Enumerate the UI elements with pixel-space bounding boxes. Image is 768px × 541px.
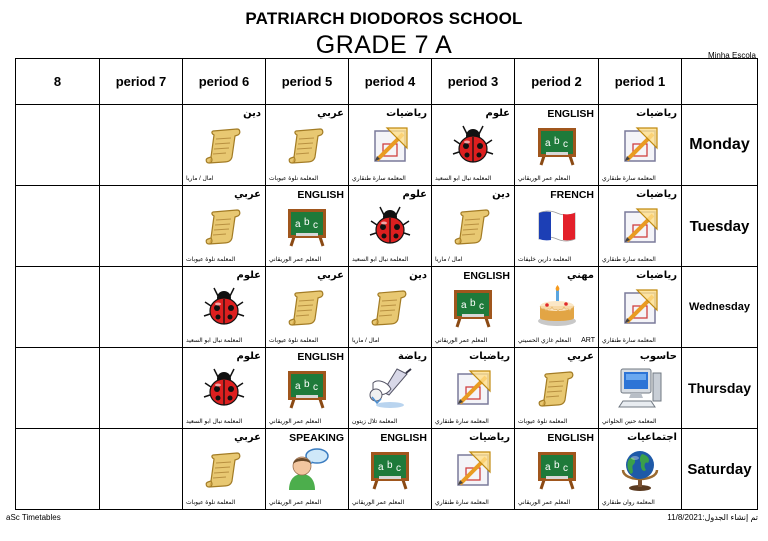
column-header: period 5 [266, 59, 349, 105]
teacher-label: المعلمة نلوة عيوبات [186, 500, 236, 506]
timetable-row [16, 429, 758, 510]
lesson-cell [432, 429, 515, 510]
day-label-cell [682, 105, 758, 186]
scroll-icon [201, 203, 247, 249]
lesson-cell [16, 348, 100, 429]
column-header: period 3 [432, 59, 515, 105]
subject-label: اجتماعيات [627, 432, 677, 443]
subject-label: علوم [402, 189, 427, 200]
teacher-label: المعلمة نبال ابو السعيد [186, 338, 243, 344]
scroll-icon [201, 122, 247, 168]
timetable-row [16, 186, 758, 267]
teacher-label: المعلمة سارة طنقاري [352, 176, 406, 182]
day-label: Thursday [687, 380, 751, 396]
lesson-cell [599, 267, 682, 348]
svg-text:c: c [562, 139, 568, 150]
svg-text:b: b [387, 460, 393, 471]
teacher-label: امال / ماريا [435, 257, 463, 263]
svg-text:a: a [295, 381, 301, 392]
svg-text:a: a [544, 462, 551, 473]
chalkboard-icon [284, 203, 330, 249]
lesson-cell [266, 348, 349, 429]
lesson-cell [599, 348, 682, 429]
svg-text:a: a [378, 462, 384, 473]
day-label: Wednesday [689, 301, 750, 313]
ladybug-icon [367, 203, 413, 249]
chalkboard-icon [534, 122, 580, 168]
lesson-cell [515, 267, 599, 348]
subject-label: دين [243, 108, 261, 119]
svg-text:a: a [461, 300, 467, 311]
svg-text:b: b [304, 217, 310, 228]
globe-icon [617, 446, 663, 492]
scroll-icon [284, 122, 330, 168]
subject-label: مهني [567, 270, 594, 281]
column-header: period 2 [515, 59, 599, 105]
chalkboard-icon [534, 446, 580, 492]
lesson-cell [16, 186, 100, 267]
lesson-cell [515, 429, 599, 510]
chalkboard-icon [450, 284, 496, 330]
geometry-icon [617, 284, 663, 330]
svg-text:a: a [544, 138, 551, 149]
day-label-cell [682, 267, 758, 348]
lesson-cell [183, 186, 266, 267]
lesson-cell [599, 186, 682, 267]
geometry-icon [617, 122, 663, 168]
column-header: period 7 [100, 59, 183, 105]
scroll-icon [534, 365, 580, 411]
geometry-icon [450, 446, 496, 492]
cake-icon [534, 284, 580, 330]
subject-label: عربي [234, 189, 261, 200]
lesson-cell [266, 105, 349, 186]
school-title: PATRIARCH DIODOROS SCHOOL [245, 9, 523, 28]
teacher-label: المعلم عمر الوريقاني [269, 500, 322, 506]
lesson-cell [432, 105, 515, 186]
subject-label: رياضيات [636, 189, 677, 200]
teacher-label: المعلمة نبال ابو السعيد [435, 176, 492, 182]
teacher-label: امال / ماريا [186, 176, 214, 182]
timetable-row [16, 348, 758, 429]
teacher-label: المعلمة نلوة عيوبات [269, 338, 319, 344]
teacher-label: المعلمة نبال ابو السعيد [352, 257, 409, 263]
ladybug-icon [201, 365, 247, 411]
lesson-cell [432, 186, 515, 267]
footer-software: aSc Timetables [6, 513, 61, 522]
geometry-icon [617, 203, 663, 249]
corner-cell [682, 59, 758, 105]
day-label: Tuesday [689, 217, 750, 235]
teacher-label: المعلمة سارة طنقاري [602, 338, 656, 344]
lesson-cell [100, 105, 183, 186]
subject-label: ENGLISH [463, 270, 510, 282]
lesson-cell [16, 267, 100, 348]
subject-label: علوم [485, 108, 510, 119]
teacher-label: المعلمة حنين الحلواني [602, 419, 657, 425]
subject-label: رياضيات [469, 432, 510, 443]
teacher-label: المعلم عمر الوريقاني [269, 419, 322, 425]
svg-text:b: b [553, 460, 560, 471]
svg-text:c: c [396, 463, 401, 474]
lesson-cell [266, 267, 349, 348]
subject-label: حاسوب [639, 351, 677, 362]
geometry-icon [450, 365, 496, 411]
svg-text:c: c [479, 301, 484, 312]
svg-text:b: b [304, 379, 310, 390]
teacher-label: المعلمة نلوة عيوبات [186, 257, 236, 263]
lesson-cell [100, 429, 183, 510]
geometry-icon [367, 122, 413, 168]
teacher-label: المعلم عمر الوريقاني [435, 338, 488, 344]
lesson-cell [183, 348, 266, 429]
ladybug-icon [450, 122, 496, 168]
column-header: period 4 [349, 59, 432, 105]
day-label-cell [682, 186, 758, 267]
subject-label: دين [409, 270, 427, 281]
chalkboard-icon [367, 446, 413, 492]
subject-label: ENGLISH [380, 432, 427, 444]
column-header: period 6 [183, 59, 266, 105]
teacher-label: المعلمة سارة طنقاري [435, 419, 489, 425]
day-label-cell [682, 348, 758, 429]
french-flag-icon [534, 203, 580, 249]
subject-label: رياضة [398, 351, 427, 362]
subject-label: رياضيات [636, 270, 677, 281]
lesson-cell [349, 267, 432, 348]
lesson-cell [515, 186, 599, 267]
teacher-label: المعلمة سارة طنقاري [435, 500, 489, 506]
svg-text:b: b [470, 298, 476, 309]
scroll-icon [201, 446, 247, 492]
lesson-cell [100, 267, 183, 348]
column-header: 8 [16, 59, 100, 105]
lesson-cell [100, 348, 183, 429]
teacher-label: المعلمة سارة طنقاري [602, 257, 656, 263]
lesson-cell [183, 267, 266, 348]
lesson-cell [599, 105, 682, 186]
day-label-cell [682, 429, 758, 510]
svg-text:a: a [295, 219, 301, 230]
teacher-label: المعلم غازي الحسيني [518, 338, 572, 344]
lesson-cell [183, 105, 266, 186]
lesson-cell [432, 348, 515, 429]
timetable [15, 58, 758, 510]
teacher-label: امال / ماريا [352, 338, 380, 344]
ladybug-icon [201, 284, 247, 330]
svg-text:c: c [313, 382, 318, 393]
subject-label: عربي [234, 432, 261, 443]
lesson-cell [100, 186, 183, 267]
brand-label: Minha Escola [707, 51, 756, 60]
lesson-cell [515, 105, 599, 186]
subject-label: عربي [317, 270, 344, 281]
subject-label: دين [492, 189, 510, 200]
lesson-cell [432, 267, 515, 348]
day-label: Monday [689, 136, 750, 153]
subject-label: ENGLISH [547, 108, 594, 120]
footer-created-date: تم إنشاء الجدول:11/8/2021 [667, 513, 758, 522]
header-row [16, 59, 758, 105]
subject-label: علوم [236, 270, 261, 281]
teacher-label: المعلم عمر الوريقاني [518, 176, 571, 182]
chalkboard-icon [284, 365, 330, 411]
shuttlecock-icon [367, 365, 413, 411]
lesson-cell [349, 105, 432, 186]
lesson-cell [349, 186, 432, 267]
subject-label: FRENCH [550, 189, 594, 201]
lesson-cell [515, 348, 599, 429]
subject-label: رياضيات [636, 108, 677, 119]
subject-label: ENGLISH [297, 351, 344, 363]
lesson-cell [16, 105, 100, 186]
room-label: ART [581, 337, 595, 344]
teacher-label: المعلمة نلوة عيوبات [269, 176, 319, 182]
teacher-label: المعلمة روان طنقاري [602, 500, 655, 506]
svg-text:c: c [313, 220, 318, 231]
teacher-label: المعلمة دارين خليفات [518, 257, 572, 263]
column-header: period 1 [599, 59, 682, 105]
subject-label: علوم [236, 351, 261, 362]
scroll-icon [284, 284, 330, 330]
lesson-cell [349, 429, 432, 510]
day-label: Saturday [687, 460, 752, 478]
teacher-label: المعلم عمر الوريقاني [518, 500, 571, 506]
scroll-icon [367, 284, 413, 330]
subject-label: رياضيات [469, 351, 510, 362]
teacher-label: المعلم عمر الوريقاني [269, 257, 322, 263]
subject-label: عربي [317, 108, 344, 119]
lesson-cell [266, 429, 349, 510]
timetable-row [16, 105, 758, 186]
grade-title: GRADE 7 A [315, 31, 453, 59]
teacher-label: المعلمة نبال ابو السعيد [186, 419, 243, 425]
lesson-cell [599, 429, 682, 510]
subject-label: ENGLISH [547, 432, 594, 444]
teacher-label: المعلمة تلال زيتون [352, 419, 398, 425]
timetable-row [16, 267, 758, 348]
lesson-cell [183, 429, 266, 510]
subject-label: SPEAKING [289, 432, 344, 444]
lesson-cell [16, 429, 100, 510]
computer-icon [617, 365, 663, 411]
scroll-icon [450, 203, 496, 249]
subject-label: رياضيات [386, 108, 427, 119]
teacher-label: المعلمة نلوة عيوبات [518, 419, 568, 425]
svg-text:c: c [562, 463, 568, 474]
teacher-label: المعلمة سارة طنقاري [602, 176, 656, 182]
lesson-cell [349, 348, 432, 429]
subject-label: ENGLISH [297, 189, 344, 201]
teacher-label: المعلم عمر الوريقاني [352, 500, 405, 506]
lesson-cell [266, 186, 349, 267]
subject-label: عربي [567, 351, 594, 362]
svg-text:b: b [553, 136, 560, 147]
speaking-person-icon [284, 446, 330, 492]
